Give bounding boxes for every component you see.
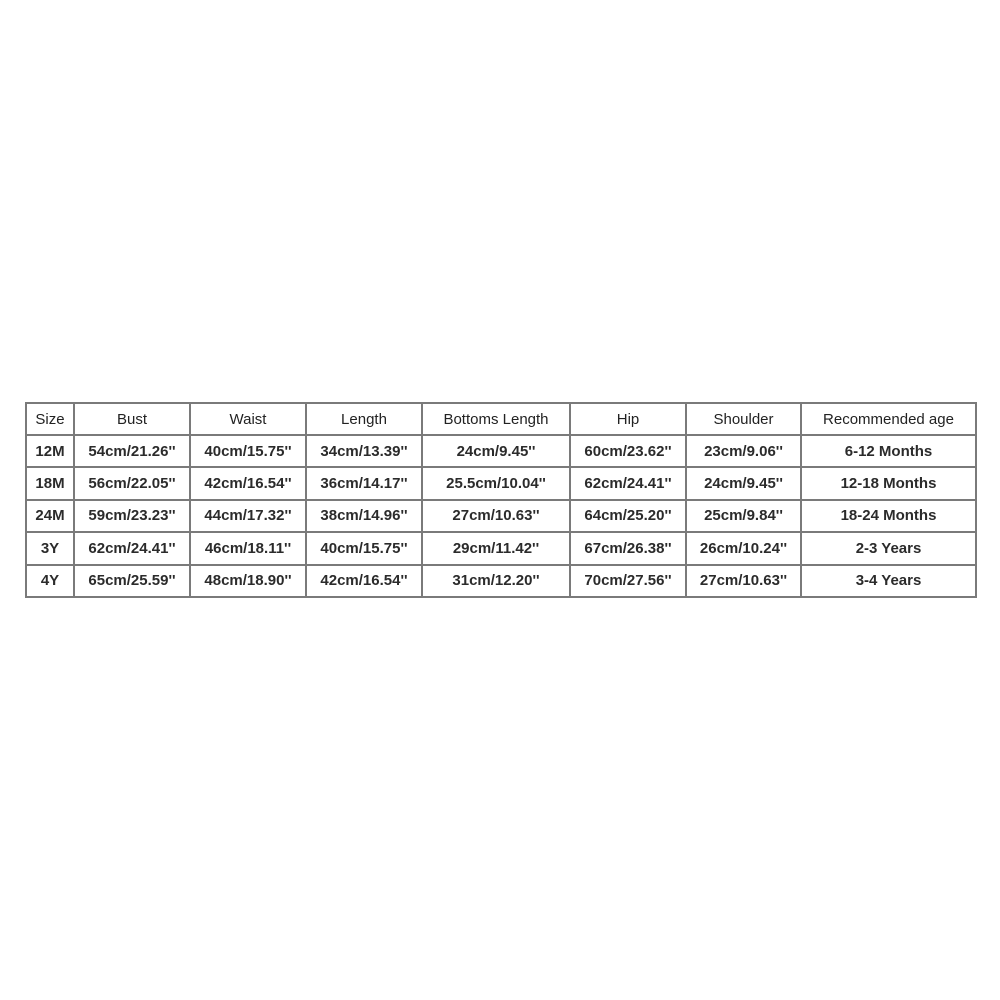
cell-bust: 59cm/23.23'' [74,500,190,532]
cell-bottoms-length: 24cm/9.45'' [422,435,570,467]
cell-shoulder: 25cm/9.84'' [686,500,801,532]
cell-size: 12M [26,435,74,467]
cell-size: 18M [26,467,74,499]
cell-shoulder: 27cm/10.63'' [686,565,801,597]
cell-bust: 54cm/21.26'' [74,435,190,467]
cell-length: 40cm/15.75'' [306,532,422,564]
cell-waist: 40cm/15.75'' [190,435,306,467]
cell-recommended-age: 18-24 Months [801,500,976,532]
cell-hip: 67cm/26.38'' [570,532,686,564]
cell-size: 3Y [26,532,74,564]
cell-length: 42cm/16.54'' [306,565,422,597]
cell-bottoms-length: 31cm/12.20'' [422,565,570,597]
cell-size: 4Y [26,565,74,597]
table-row [26,435,976,467]
table-row [26,565,976,597]
cell-recommended-age: 12-18 Months [801,467,976,499]
cell-size: 24M [26,500,74,532]
header-shoulder: Shoulder [686,403,801,435]
cell-bust: 62cm/24.41'' [74,532,190,564]
cell-bottoms-length: 25.5cm/10.04'' [422,467,570,499]
cell-recommended-age: 2-3 Years [801,532,976,564]
cell-length: 34cm/13.39'' [306,435,422,467]
cell-hip: 70cm/27.56'' [570,565,686,597]
table-row [26,467,976,499]
table-row [26,500,976,532]
header-bust: Bust [74,403,190,435]
header-size: Size [26,403,74,435]
cell-bottoms-length: 27cm/10.63'' [422,500,570,532]
header-length: Length [306,403,422,435]
table-header-row [26,403,976,435]
cell-hip: 64cm/25.20'' [570,500,686,532]
cell-hip: 62cm/24.41'' [570,467,686,499]
cell-shoulder: 24cm/9.45'' [686,467,801,499]
cell-hip: 60cm/23.62'' [570,435,686,467]
cell-bust: 65cm/25.59'' [74,565,190,597]
cell-shoulder: 23cm/9.06'' [686,435,801,467]
size-chart-table [25,402,977,598]
cell-waist: 46cm/18.11'' [190,532,306,564]
cell-length: 38cm/14.96'' [306,500,422,532]
table-row [26,532,976,564]
cell-bottoms-length: 29cm/11.42'' [422,532,570,564]
header-recommended-age: Recommended age [801,403,976,435]
cell-shoulder: 26cm/10.24'' [686,532,801,564]
cell-recommended-age: 3-4 Years [801,565,976,597]
cell-length: 36cm/14.17'' [306,467,422,499]
header-hip: Hip [570,403,686,435]
cell-bust: 56cm/22.05'' [74,467,190,499]
cell-waist: 42cm/16.54'' [190,467,306,499]
cell-waist: 48cm/18.90'' [190,565,306,597]
header-waist: Waist [190,403,306,435]
header-bottoms-length: Bottoms Length [422,403,570,435]
cell-recommended-age: 6-12 Months [801,435,976,467]
cell-waist: 44cm/17.32'' [190,500,306,532]
